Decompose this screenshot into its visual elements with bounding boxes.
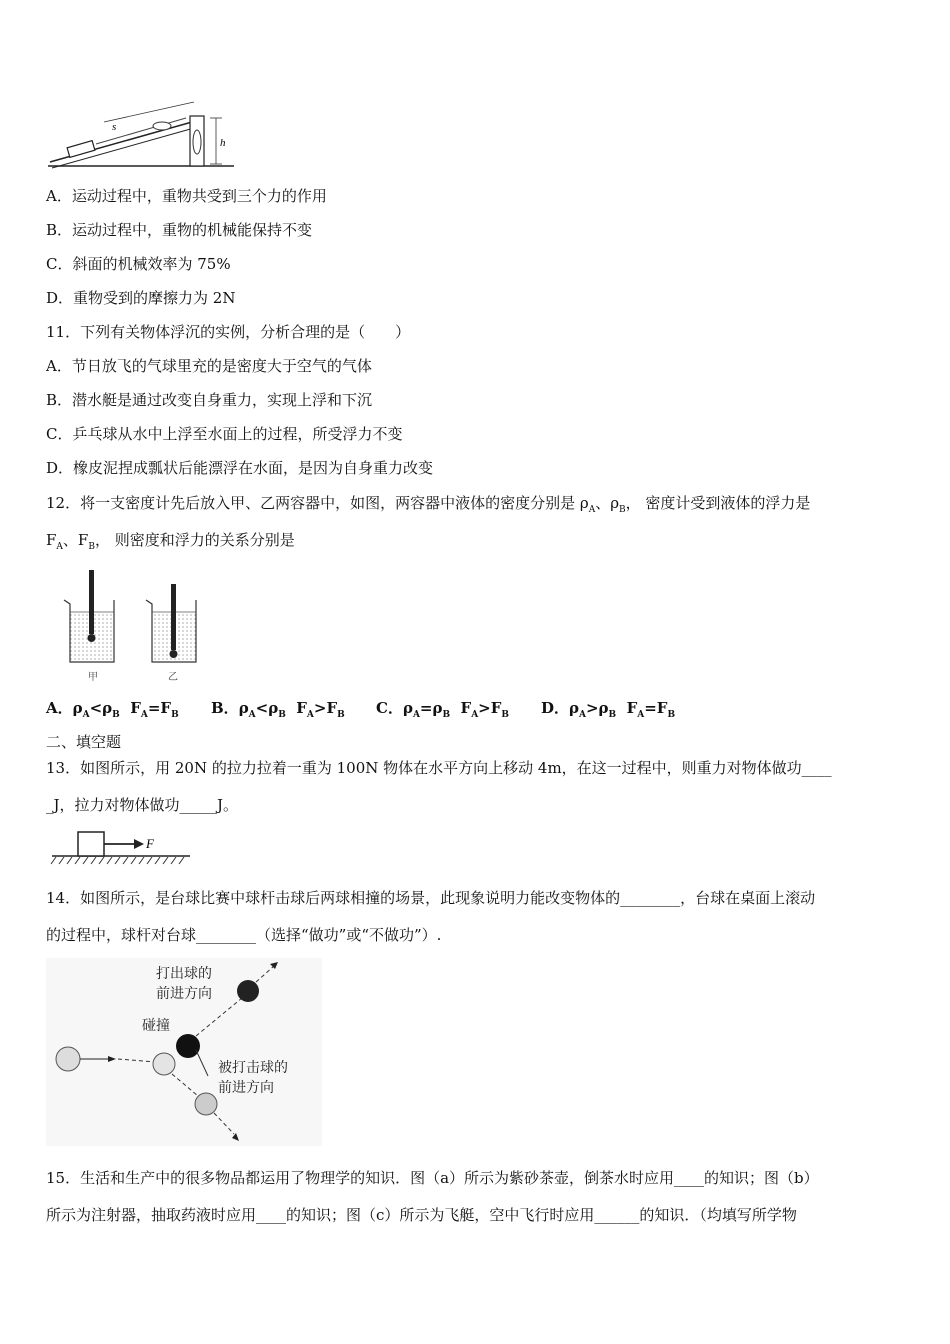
label-out1: 打出球的	[156, 966, 212, 982]
q14-line2: 的过程中，球杆对台球________（选择“做功”或“不做功”）.	[46, 926, 442, 944]
q11-stem: 11．下列有关物体浮沉的实例，分析合理的是（ ）	[46, 323, 411, 341]
sub-a2: A	[56, 542, 63, 552]
rho: ρ	[569, 699, 579, 717]
rel: >ρ	[585, 699, 609, 717]
q12-stem-part: 12．将一支密度计先后放入甲、乙两容器中，如图，两容器中液体的密度分别是 ρ	[46, 494, 589, 512]
q10-option-c: C．斜面的机械效率为 75%	[46, 255, 231, 273]
q15-line2: 所示为注射器，抽取药液时应用____的知识；图（c）所示为飞艇，空中飞行时应用______的知识．（均填写所学物	[46, 1206, 797, 1224]
q12-options	[46, 698, 706, 725]
q12-stem-line2	[46, 530, 295, 557]
f: F	[130, 699, 141, 717]
q12-f: F	[46, 531, 57, 549]
sub: B	[667, 710, 676, 720]
label-hit2: 前进方向	[218, 1080, 274, 1096]
q11-option-b: B．潜水艇是通过改变自身重力，实现上浮和下沉	[46, 391, 373, 409]
rel: <ρ	[89, 699, 113, 717]
rho: ρ	[72, 699, 83, 717]
label-hit1: 被打击球的	[218, 1060, 288, 1076]
label-out2: 前进方向	[156, 986, 212, 1002]
sub: A	[637, 710, 645, 720]
q10-option-d: D．重物受到的摩擦力为 2N	[46, 289, 236, 307]
label-jia: 甲	[88, 672, 98, 683]
label-f: F	[146, 836, 154, 851]
q10-option-b: B．运动过程中，重物的机械能保持不变	[46, 221, 313, 239]
sub: A	[471, 710, 479, 720]
f: F	[296, 699, 307, 717]
q12-stem2-end: ， 则密度和浮力的关系分别是	[94, 531, 295, 549]
rho: ρ	[402, 699, 413, 717]
q12-sep2: 、F	[62, 531, 89, 549]
rel: =ρ	[419, 699, 443, 717]
q11-option-d: D．橡皮泥捏成瓢状后能漂浮在水面，是因为自身重力改变	[46, 459, 434, 477]
sub: A	[140, 710, 148, 720]
q12-option-a	[46, 698, 211, 725]
rel: >F	[478, 699, 502, 717]
sub-b: B	[619, 505, 626, 515]
rel: =F	[644, 699, 668, 717]
sub: B	[501, 710, 509, 720]
letter: D．	[541, 699, 570, 717]
label-s: s	[112, 121, 117, 133]
beakers-figure	[58, 566, 208, 686]
sub: B	[171, 710, 179, 720]
q11-option-a: A．节日放飞的气球里充的是密度大于空气的气体	[46, 357, 372, 375]
f: F	[460, 699, 472, 717]
rel: >F	[313, 699, 338, 717]
q12-option-c	[376, 698, 541, 725]
rel: =F	[147, 699, 172, 717]
force-figure	[50, 826, 195, 870]
incline-figure	[44, 100, 244, 172]
sub: B	[278, 710, 286, 720]
sub: A	[82, 710, 90, 720]
letter: B．	[211, 699, 239, 717]
q12-stem-end: ， 密度计受到液体的浮力是	[625, 494, 811, 512]
letter: C．	[376, 699, 403, 717]
sub: A	[579, 710, 586, 720]
q13-line1: 13．如图所示，用 20N 的拉力拉着一重为 100N 物体在水平方向上移动 4m，在这一过程中，则重力对物体做功____	[46, 759, 832, 777]
section-heading: 二、填空题	[46, 733, 122, 751]
q15-line1: 15．生活和生产中的很多物品都运用了物理学的知识．图（a）所示为紫砂茶壶，倒茶水时应用____的知识；图（b）	[46, 1169, 819, 1187]
rel: <ρ	[255, 699, 279, 717]
q13-line2: _J，拉力对物体做功_____J。	[46, 796, 239, 814]
sub: B	[337, 710, 345, 720]
q12-option-d	[541, 698, 706, 725]
sub-a: A	[588, 505, 596, 515]
q10-option-a: A．运动过程中，重物共受到三个力的作用	[46, 187, 327, 205]
f: F	[626, 699, 638, 717]
rho: ρ	[238, 699, 249, 717]
sub: B	[608, 710, 617, 720]
q14-line1: 14．如图所示，是台球比赛中球杆击球后两球相撞的场景，此现象说明力能改变物体的________，台球在桌面上滚动	[46, 889, 816, 907]
label-collide: 碰撞	[142, 1018, 170, 1034]
sub: A	[306, 710, 314, 720]
q11-option-c: C．乒乓球从水中上浮至水面上的过程，所受浮力不变	[46, 425, 403, 443]
label-h: h	[220, 137, 226, 149]
sub: B	[442, 710, 451, 720]
label-yi: 乙	[168, 672, 178, 683]
letter: A．	[46, 699, 73, 717]
sub: A	[248, 710, 256, 720]
sub: A	[412, 710, 420, 720]
sub-b2: B	[88, 542, 95, 552]
q12-sep1: 、ρ	[595, 494, 620, 512]
q12-option-b	[211, 698, 376, 725]
billiard-figure	[46, 958, 322, 1146]
q12-stem-line1	[46, 493, 810, 520]
sub: B	[112, 710, 120, 720]
